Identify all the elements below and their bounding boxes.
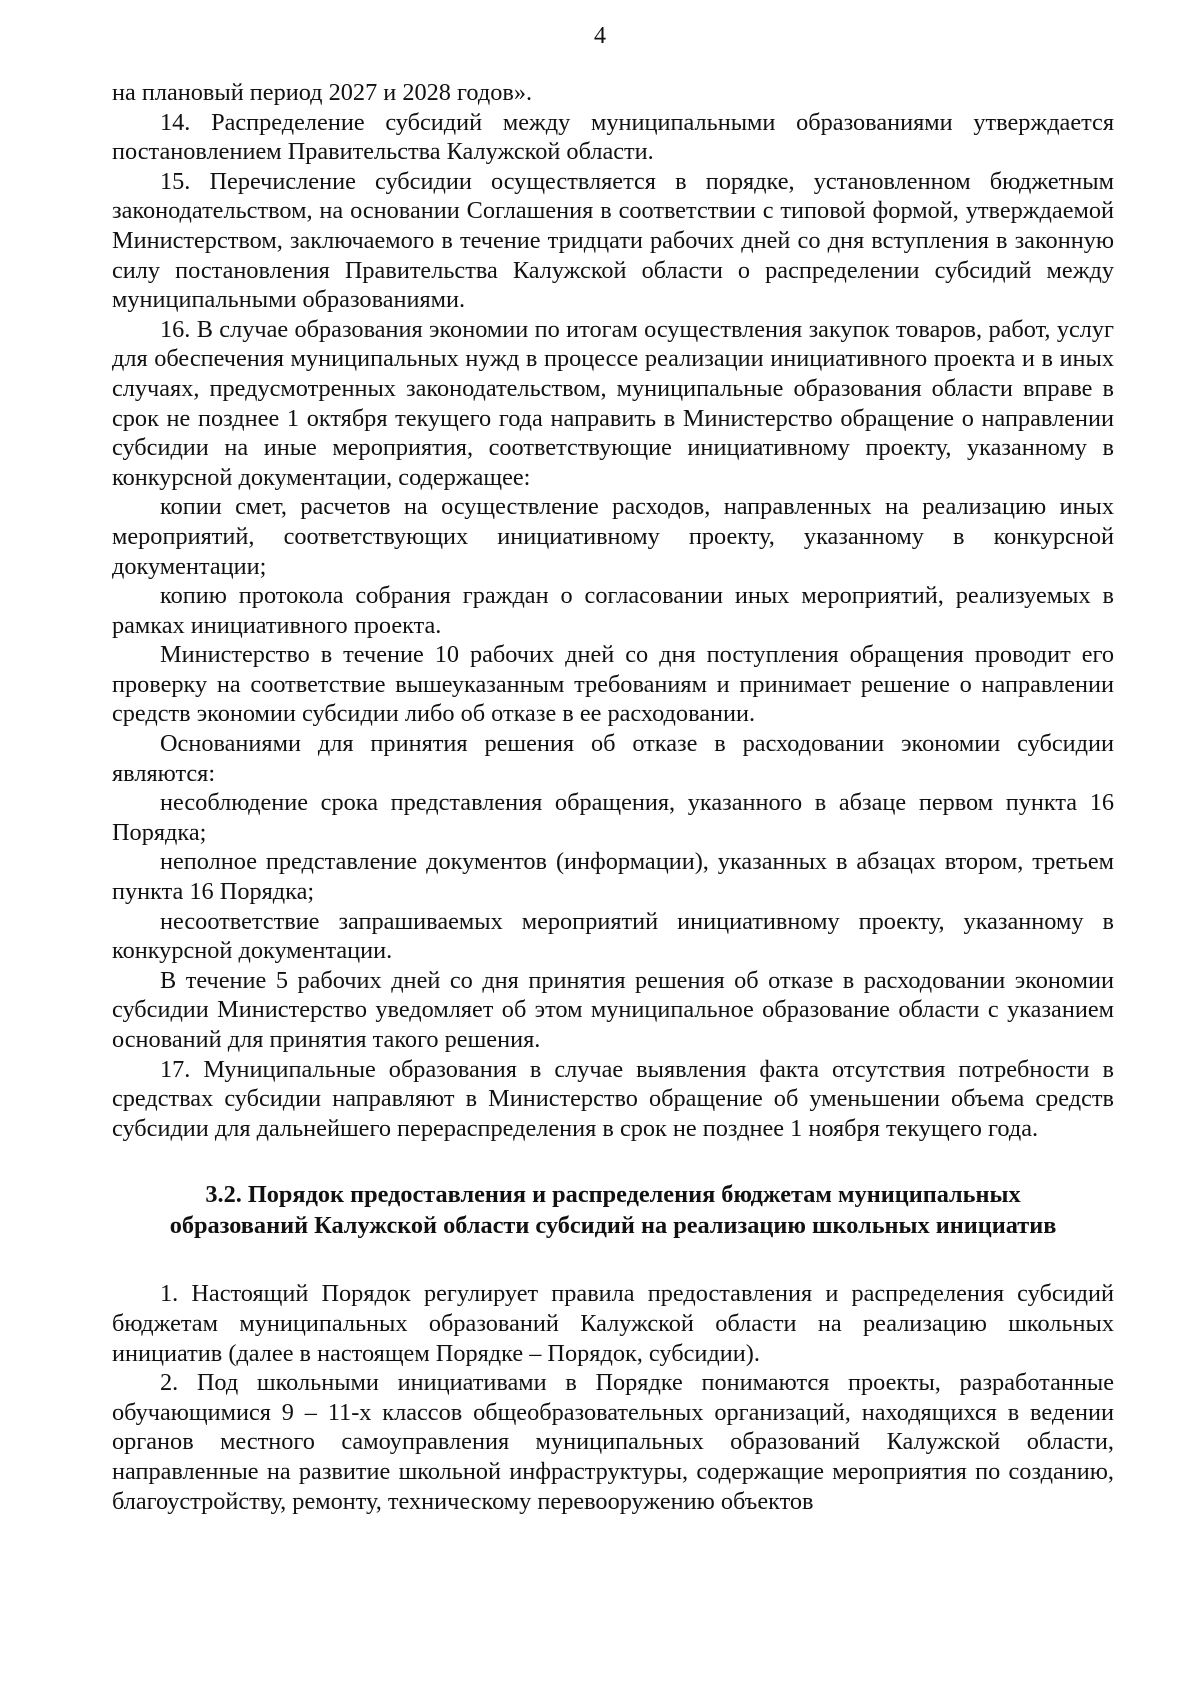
paragraph-item-16: 16. В случае образования экономии по итогам осуществления закупок товаров, работ, услуг для обеспечения муниципальных нужд в процессе реализации инициативного проекта и в иных случаях, предусмотренных законодательством, муниципальные образования области вправе в срок не позднее 1 октября текущего года направить в Министерство обращение о направлении субсидии на иные мероприятия, соответствующие инициативному проекту, указанному в конкурсной документации, содержащее: [112,315,1114,491]
section-heading-line-2: образований Калужской области субсидий на реализацию школьных инициатив [169,1212,1057,1240]
paragraph-16-ground-deadline: несоблюдение срока представления обращения, указанного в абзаце первом пункта 16 Порядка; [112,789,1114,846]
section-paragraph-1: 1. Настоящий Порядок регулирует правила предоставления и распределения субсидий бюджетам муниципальных образований Калужской области на реализацию школьных инициатив (далее в настоящем Порядке – Порядок, субсидии). [112,1280,1114,1367]
paragraph-item-17: 17. Муниципальные образования в случае выявления факта отсутствия потребности в средствах субсидии направляют в Министерство обращение об уменьшении объема средств субсидии для дальнейшего перераспределения в срок не позднее 1 ноября текущего года. [112,1055,1114,1142]
paragraph-16-refusal-grounds: Основаниями для принятия решения об отказе в расходовании экономии субсидии являются: [112,730,1114,787]
paragraph-16-ground-incomplete: неполное представление документов (информации), указанных в абзацах втором, третьем пункта 16 Порядка; [112,848,1114,906]
document-body [112,78,1114,1516]
page-number: 4 [594,23,606,49]
paragraph-16-estimates: копии смет, расчетов на осуществление расходов, направленных на реализацию иных мероприятий, соответствующих инициативному проекту, указанному в конкурсной документации; [112,493,1114,580]
paragraph-item-15: 15. Перечисление субсидии осуществляется в порядке, установленном бюджетным законодательством, на основании Соглашения в соответствии с типовой формой, утверждаемой Министерством, заключаемого в течение тридцати рабочих дней со дня вступления в законную силу постановления Правительства Калужской области о распределении субсидий между муниципальными образованиями. [112,167,1114,314]
paragraph-16-ground-mismatch: несоответствие запрашиваемых мероприятий инициативному проекту, указанному в конкурсной документации. [112,907,1114,965]
paragraph-item-14: 14. Распределение субсидий между муниципальными образованиями утверждается постановлением Правительства Калужской области. [112,108,1114,166]
section-heading-line-1: 3.2. Порядок предоставления и распределения бюджетам муниципальных [205,1181,1021,1209]
paragraph-16-protocol: копию протокола собрания граждан о согласовании иных мероприятий, реализуемых в рамках инициативного проекта. [112,582,1114,639]
section-heading [112,1179,1114,1241]
paragraph-16-ministry-review: Министерство в течение 10 рабочих дней со дня поступления обращения проводит его проверку на соответствие вышеуказанным требованиям и принимает решение о направлении средств экономии субсидии либо об отказе в ее расходовании. [112,641,1114,728]
paragraph-continuation: на плановый период 2027 и 2028 годов». [112,79,533,106]
section-paragraph-2: 2. Под школьными инициативами в Порядке понимаются проекты, разработанные обучающимися 9 – 11-х классов общеобразовательных организаций, находящихся в ведении органов местного самоуправления муниципальных образований Калужской области, направленные на развитие школьной инфраструктуры, содержащие мероприятия по созданию, благоустройству, ремонту, техническому перевооружению объектов [112,1369,1114,1515]
paragraph-16-notification: В течение 5 рабочих дней со дня принятия решения об отказе в расходовании экономии субсидии Министерство уведомляет об этом муниципальное образование области с указанием оснований для принятия такого решения. [112,966,1114,1053]
